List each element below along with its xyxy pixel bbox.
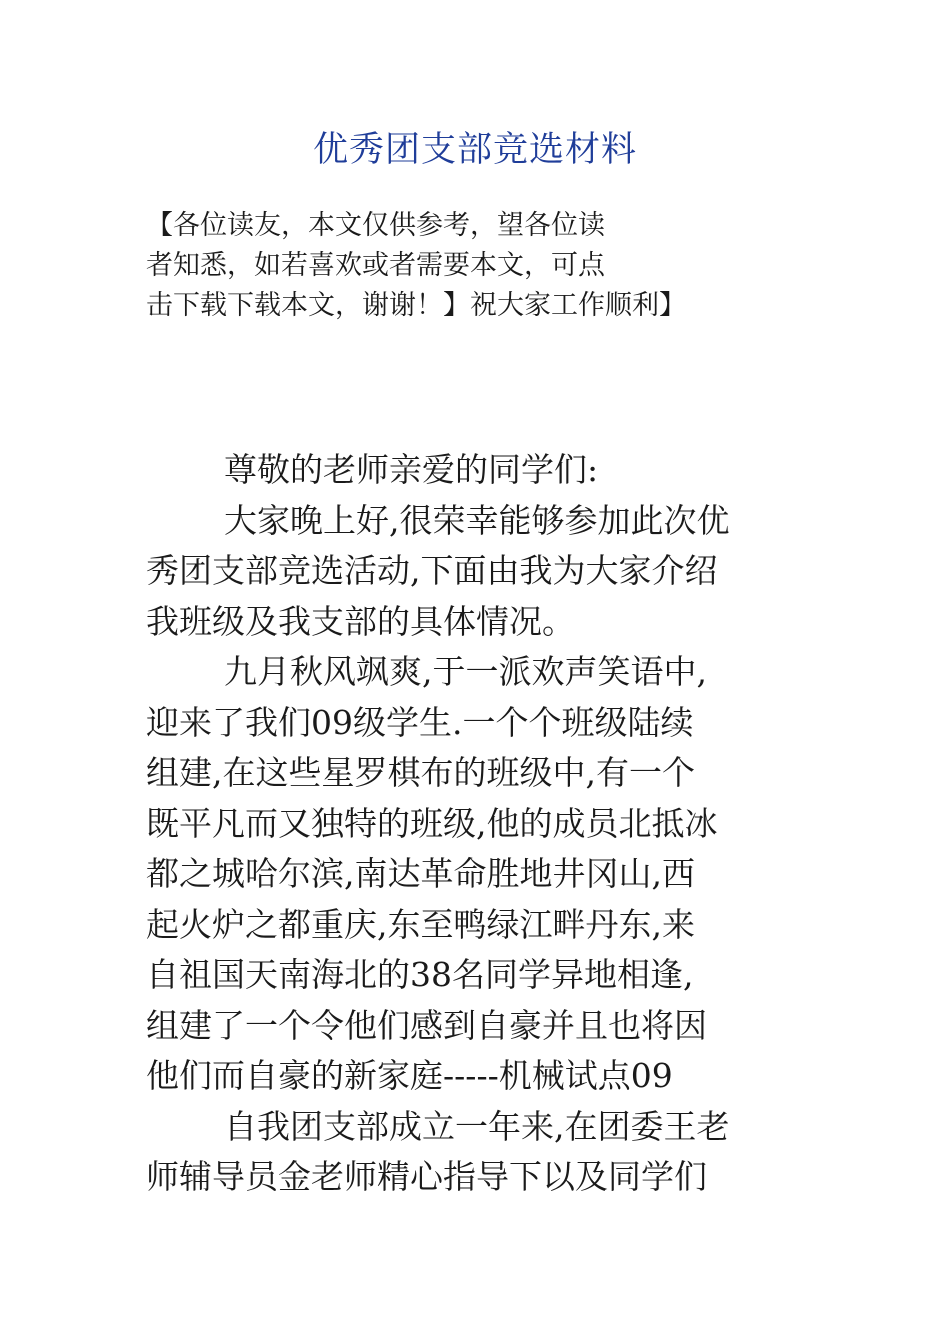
body-line: 尊敬的老师亲爱的同学们: [224, 450, 599, 489]
notice-line-3-text: 击下载下载本文，谢谢！】 [146, 290, 470, 321]
document-body [146, 445, 811, 1203]
body-line: 师辅导员金老师精心指导下以及同学们 [146, 1157, 707, 1196]
notice-line-2-text: 者知悉，如若喜欢或者需要本文，可点 [146, 250, 605, 281]
notice-line-1 [146, 206, 786, 246]
body-line: 都之城哈尔滨,南达革命胜地井冈山,西 [146, 854, 695, 893]
reader-notice [146, 206, 786, 326]
body-line: 组建,在这些星罗棋布的班级中,有一个 [146, 753, 695, 792]
notice-line-2 [146, 246, 786, 286]
body-line: 迎来了我们09级学生.一个个班级陆续 [146, 702, 694, 742]
body-line: 大家晚上好,很荣幸能够参加此次优 [224, 500, 730, 540]
body-line: 自祖国天南海北的38名同学异地相逢, [146, 955, 694, 994]
notice-line-1-text: 【各位读友，本文仅供参考，望各位读 [146, 210, 605, 241]
body-line: 我班级及我支部的具体情况。 [146, 601, 575, 641]
body-line: 自我团支部成立一年来,在团委王老 [224, 1106, 730, 1146]
body-line: 秀团支部竞选活动,下面由我为大家介绍 [146, 551, 718, 590]
body-line: 既平凡而又独特的班级,他的成员北抵冰 [146, 803, 718, 843]
body-line: 起火炉之都重庆,东至鸭绿江畔丹东,来 [146, 904, 695, 944]
body-line: 九月秋风飒爽,于一派欢声笑语中, [224, 652, 707, 691]
notice-line-3-extra: 祝大家工作顺利】 [470, 290, 686, 321]
notice-line-3 [146, 286, 786, 326]
body-line: 他们而自豪的新家庭-----机械试点09 [146, 1056, 673, 1095]
body-line: 组建了一个令他们感到自豪并且也将因 [146, 1005, 707, 1045]
document-title: 优秀团支部竞选材料 [312, 130, 637, 170]
